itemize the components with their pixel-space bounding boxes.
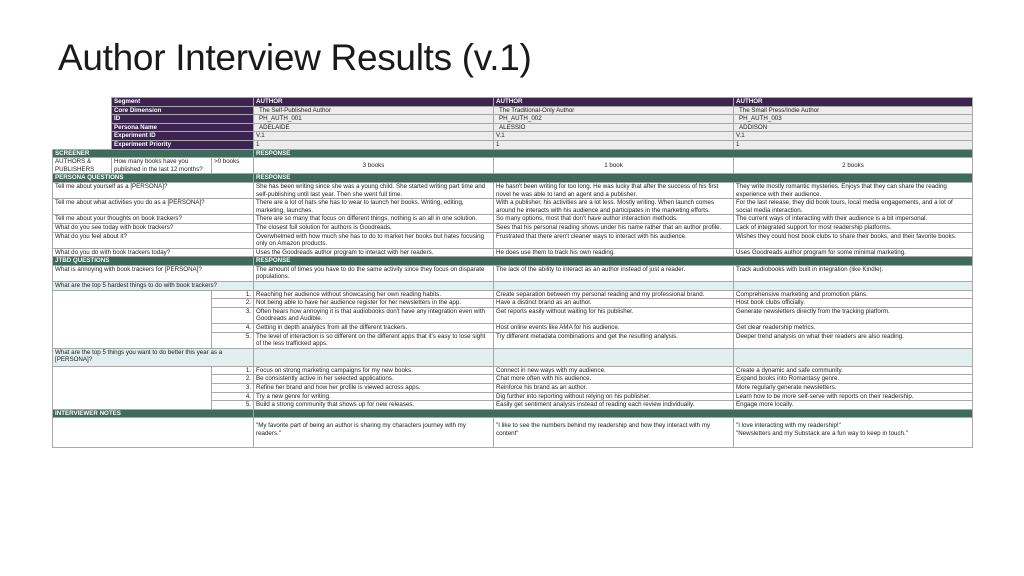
item-number: 5.	[212, 332, 254, 348]
screener-section-header	[53, 149, 973, 158]
question-text: What are the top 5 things you want to do better this year as a [PERSONA]?	[53, 348, 254, 366]
answer-cell: So many options, most that don't have author interaction methods.	[494, 215, 734, 224]
experiment-priority-value: 1	[734, 140, 973, 149]
item-number: 3.	[212, 307, 254, 323]
jtbd-section-header	[53, 257, 973, 266]
response-header: RESPONSE	[254, 149, 973, 158]
item-number: 4.	[212, 324, 254, 333]
question-row	[53, 182, 973, 198]
screener-answer: 1 book	[494, 158, 734, 174]
answer-cell: Learn how to be more self-serve with reports on their readership.	[734, 392, 973, 401]
answer-cell: The closest full solution for authors is Goodreads.	[254, 223, 494, 232]
answer-cell: Expand books into Romantasy genre.	[734, 375, 973, 384]
answer-cell: Connect in new ways with my audience.	[494, 366, 734, 375]
screener-answer: 3 books	[254, 158, 494, 174]
item-number: 4.	[212, 392, 254, 401]
question-row	[53, 215, 973, 224]
interviewer-notes-section-header	[53, 409, 973, 418]
answer-cell: Reaching her audience without showcasing her own reading habits.	[254, 290, 494, 299]
id-row	[53, 115, 973, 124]
better-things-question-row	[53, 348, 973, 366]
id-label: ID	[112, 115, 254, 124]
experiment-priority-row	[53, 140, 973, 149]
answer-cell: The lack of the ability to interact as an author instead of just a reader.	[494, 265, 734, 281]
answer-cell: Focus on strong marketing campaigns for my new books.	[254, 366, 494, 375]
answer-cell: Build a strong community that shows up for new releases.	[254, 401, 494, 410]
item-number: 1.	[212, 290, 254, 299]
item-number: 5.	[212, 401, 254, 410]
answer-cell: Reinforce his brand as an author.	[494, 384, 734, 393]
item-number: 1.	[212, 366, 254, 375]
question-row	[53, 199, 973, 215]
experiment-priority-value: 1	[494, 140, 734, 149]
note-cell: "My favorite part of being an author is sharing my characters journey with my readers."	[254, 418, 494, 448]
list-item	[53, 366, 973, 375]
answer-cell: Getting in depth analytics from all the different trackers.	[254, 324, 494, 333]
answer-cell: Easily get sentiment analysis instead of reading each review individually.	[494, 401, 734, 410]
answer-cell: Try different metadata combinations and get the resulting analysis.	[494, 332, 734, 348]
question-text: Tell me about your thoughts on book trackers?	[53, 215, 254, 224]
screener-group: AUTHORS & PUBLISHERS	[53, 158, 112, 174]
question-text: What do you do with book trackers today?	[53, 248, 254, 257]
segment-value: AUTHOR	[734, 98, 973, 107]
experiment-priority-label: Experiment Priority	[112, 140, 254, 149]
question-row	[53, 265, 973, 281]
question-row	[53, 248, 973, 257]
question-text: What do you see today with book trackers?	[53, 223, 254, 232]
screener-answer: 2 books	[734, 158, 973, 174]
id-value: PH_AUTH_003	[734, 115, 973, 124]
persona-name-value: ADELAIDE	[254, 123, 494, 132]
answer-cell: Engage more locally.	[734, 401, 973, 410]
persona-name-value: ALESSIO	[494, 123, 734, 132]
answer-cell: Sees that his personal reading shows under his name rather that an author profile.	[494, 223, 734, 232]
segment-label: Segment	[112, 98, 254, 107]
answer-cell: Have a distinct brand as an author.	[494, 299, 734, 308]
answer-cell: Get reports easily without waiting for his publisher.	[494, 307, 734, 323]
core-dimension-value: The Self-Published Author	[254, 106, 494, 115]
question-row	[53, 232, 973, 248]
answer-cell: Wishes they could host book clubs to share their books, and their favorite books.	[734, 232, 973, 248]
answer-cell: Often hears how annoying it is that audiobooks don't have any integration even with Goodreads and Audible.	[254, 307, 494, 323]
core-dimension-value: The Traditional-Only Author	[494, 106, 734, 115]
id-value: PH_AUTH_001	[254, 115, 494, 124]
answer-cell: Try a new genre for writing.	[254, 392, 494, 401]
answer-cell: She has been writing since she was a young child. She started writing part time and self-publishing until last year. Then she went full time.	[254, 182, 494, 198]
answer-cell: Overwhelmed with how much she has to do to market her books but hates focusing only on Amazon products.	[254, 232, 494, 248]
section-title: INTERVIEWER NOTES	[53, 409, 254, 418]
answer-cell: Be consistently active in her selected applications.	[254, 375, 494, 384]
question-text: What are the top 5 hardest things to do with book trackers?	[53, 282, 254, 291]
question-text: What do you feel about it?	[53, 232, 254, 248]
note-cell: "I like to see the numbers behind my readership and how they interact with my content"	[494, 418, 734, 448]
section-title: PERSONA QUESTIONS	[53, 174, 254, 183]
experiment-id-value: V.1	[254, 132, 494, 141]
answer-cell: Not being able to have her audience register for her newsletters in the app.	[254, 299, 494, 308]
persona-name-row	[53, 123, 973, 132]
screener-question: How many books have you published in the last 12 months?	[112, 158, 212, 174]
note-line: "Newsletters and my Substack are a fun way to keep in touch."	[736, 429, 908, 437]
answer-cell: Uses Goodreads author program for some minimal marketing.	[734, 248, 973, 257]
note-cell	[734, 418, 973, 448]
notes-row	[53, 418, 973, 448]
question-row	[53, 223, 973, 232]
experiment-id-value: V.1	[494, 132, 734, 141]
experiment-id-label: Experiment ID	[112, 132, 254, 141]
segment-row	[53, 98, 973, 107]
answer-cell: Frustrated that there aren't cleaner ways to interact with his audience.	[494, 232, 734, 248]
answer-cell: Uses the Goodreads author program to interact with her readers.	[254, 248, 494, 257]
id-value: PH_AUTH_002	[494, 115, 734, 124]
answer-cell: There are a lot of hats she has to wear to launch her books. Writing, editing, marketing, launches.	[254, 199, 494, 215]
answer-cell: Get clear readership metrics.	[734, 324, 973, 333]
answer-cell: Chat more often with his audience.	[494, 375, 734, 384]
core-dimension-row	[53, 106, 973, 115]
segment-value: AUTHOR	[494, 98, 734, 107]
core-dimension-label: Core Dimension	[112, 106, 254, 115]
question-text: Tell me about yourself as a [PERSONA]?	[53, 182, 254, 198]
interview-results-table	[52, 97, 973, 448]
answer-cell: For the last release, they did book tours, local media engagements, and a lot of social media interaction.	[734, 199, 973, 215]
persona-questions-section-header	[53, 174, 973, 183]
answer-cell: Host book clubs officially.	[734, 299, 973, 308]
core-dimension-value: The Small Press/Indie Author	[734, 106, 973, 115]
experiment-id-value: V.1	[734, 132, 973, 141]
answer-cell: With a publisher, his activities are a lot less. Mostly writing. When launch comes around he interacts with his audience and participates in the marketing efforts.	[494, 199, 734, 215]
response-header: RESPONSE	[254, 174, 973, 183]
response-header: RESPONSE	[254, 257, 973, 266]
item-number: 2.	[212, 375, 254, 384]
answer-cell: Track audiobooks with built in integration (like Kindle).	[734, 265, 973, 281]
screener-criteria: >0 books	[212, 158, 254, 174]
answer-cell: Host online events like AMA for his audience.	[494, 324, 734, 333]
answer-cell: There are so many that focus on different things, nothing is an all in one solution.	[254, 215, 494, 224]
answer-cell: Create a dynamic and safe community.	[734, 366, 973, 375]
answer-cell: The current ways of interacting with their audience is a bit impersonal.	[734, 215, 973, 224]
answer-cell: Create separation between my personal reading and my professional brand.	[494, 290, 734, 299]
item-number: 3.	[212, 384, 254, 393]
answer-cell: Dig further into reporting without relying on his publisher.	[494, 392, 734, 401]
answer-cell: The level of interaction is so different on the different apps that it's easy to lose sight of the less trafficked apps.	[254, 332, 494, 348]
segment-value: AUTHOR	[254, 98, 494, 107]
experiment-id-row	[53, 132, 973, 141]
persona-name-label: Persona Name	[112, 123, 254, 132]
question-text: What is annoying with book trackers for [PERSONA]?	[53, 265, 254, 281]
item-number: 2.	[212, 299, 254, 308]
answer-cell: Lack of integrated support for most readership platforms.	[734, 223, 973, 232]
hardest-things-question-row	[53, 282, 973, 291]
screener-row	[53, 158, 973, 174]
answer-cell: Generate newsletters directly from the tracking platform.	[734, 307, 973, 323]
answer-cell: Refine her brand and how her profile is viewed across apps.	[254, 384, 494, 393]
answer-cell: The amount of times you have to do the same activity since they focus on disparate populations.	[254, 265, 494, 281]
answer-cell: Comprehensive marketing and promotion plans.	[734, 290, 973, 299]
answer-cell: More regularly generate newsletters.	[734, 384, 973, 393]
question-text: Tell me about what activities you do as a [PERSONA]?	[53, 199, 254, 215]
list-item	[53, 290, 973, 299]
answer-cell: He does use them to track his own reading.	[494, 248, 734, 257]
answer-cell: Deeper trend analysis on what their readers are also reading.	[734, 332, 973, 348]
section-title: JTBD QUESTIONS	[53, 257, 254, 266]
answer-cell: He hasn't been writing for too long. He was lucky that after the success of his first novel he was able to land an agent and a publisher.	[494, 182, 734, 198]
section-title: SCREENER	[53, 149, 254, 158]
note-line: "I love interacting with my readership!"	[736, 422, 841, 430]
answer-cell: They write mostly romantic mysteries. Enjoys that they can share the reading experience with their audience.	[734, 182, 973, 198]
experiment-priority-value: 1	[254, 140, 494, 149]
persona-name-value: ADDISON	[734, 123, 973, 132]
page-title: Author Interview Results (v.1)	[58, 37, 532, 78]
